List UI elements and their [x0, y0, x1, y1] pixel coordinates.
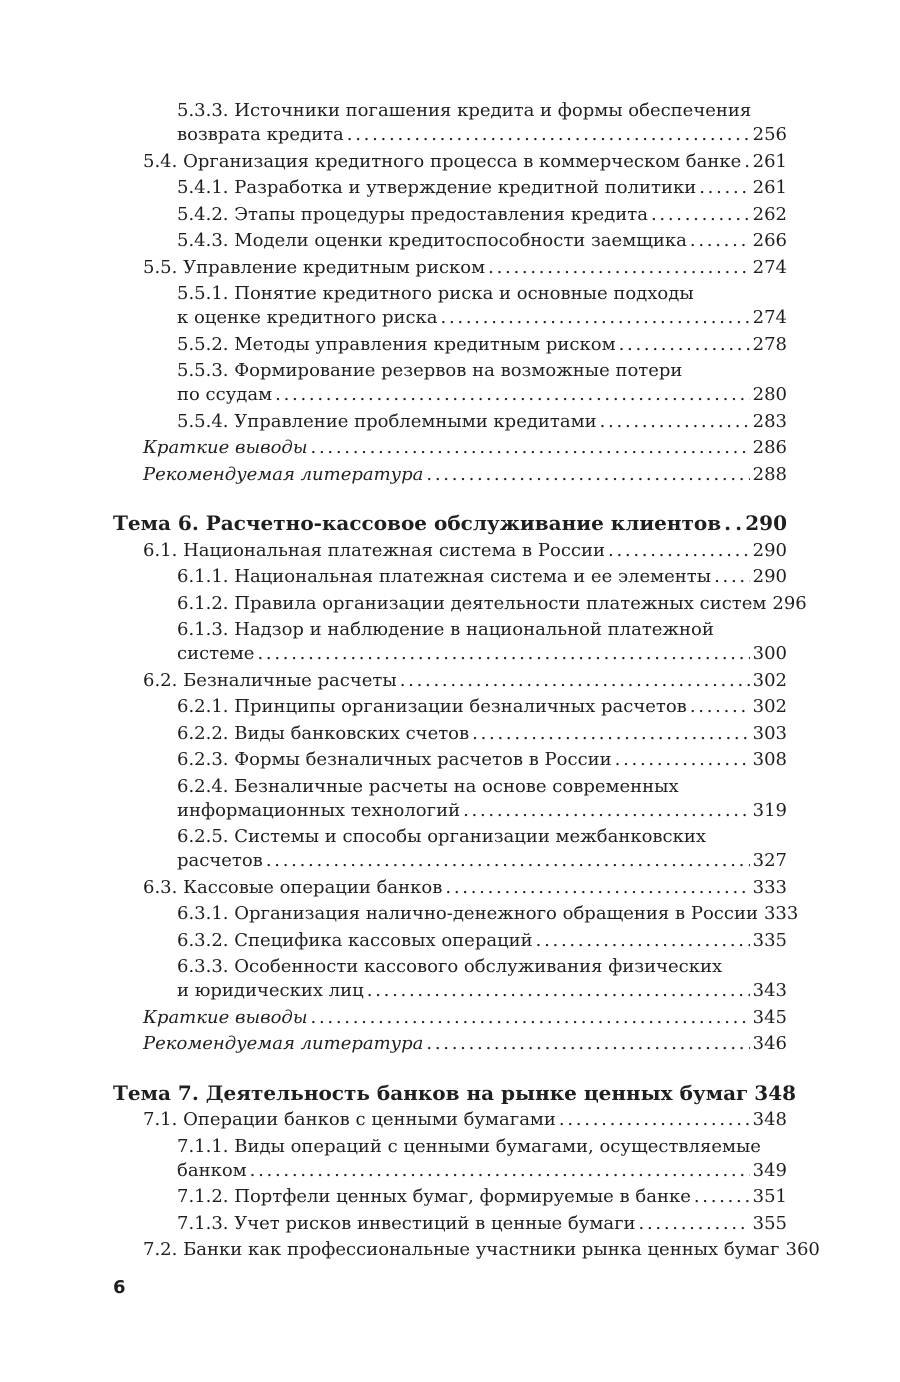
toc-page-number: 261 [752, 150, 787, 172]
toc-entry-title: 5.5. Управление кредитным риском [143, 256, 486, 278]
toc-page-number: 302 [752, 696, 787, 717]
dot-leader [690, 696, 750, 717]
toc-page-number: 351 [752, 1186, 787, 1207]
toc-entry-title: Рекомендуемая литература [143, 1033, 424, 1054]
dot-leader [266, 850, 750, 871]
toc-entry-title: системе [177, 643, 255, 664]
dot-leader [619, 334, 750, 355]
dot-leader [744, 151, 749, 172]
toc-page-number: 256 [752, 124, 787, 145]
toc-page-number: 333 [752, 876, 787, 898]
toc-entry-title: 6.1. Национальная платежная система в России [143, 539, 605, 561]
dot-leader [639, 1213, 750, 1234]
dot-leader [559, 1109, 750, 1130]
toc-entry-title: 5.3.3. Источники погашения кредита и формы обеспечения [177, 100, 752, 121]
toc-entry-title: 6.2. Безналичные расчеты [143, 669, 397, 691]
toc-entry-title: 6.2.4. Безналичные расчеты на основе современных [177, 775, 679, 797]
dot-leader [724, 511, 742, 535]
dot-leader [426, 464, 749, 485]
toc-entry-title: 7.1. Операции банков с ценными бумагами [143, 1109, 556, 1130]
page-number: 6 [113, 1277, 126, 1298]
toc-entry-title: 6.3.3. Особенности кассового обслуживания физических [177, 956, 723, 977]
dot-leader [690, 230, 750, 251]
toc-page-number: 327 [752, 850, 787, 871]
dot-leader [445, 877, 749, 898]
dot-leader [699, 177, 749, 198]
toc-page-number: 343 [752, 980, 787, 1001]
toc-entry-title: расчетов [177, 850, 263, 871]
dot-leader [250, 1160, 750, 1181]
toc-entry-title: Тема 6. Расчетно-кассовое обслуживание клиентов [113, 511, 722, 535]
toc-entry-title: 7.2. Банки как профессиональные участники рынка ценных бумаг [143, 1239, 780, 1260]
toc-entry-title: 6.1.1. Национальная платежная система и ее элементы [177, 566, 712, 587]
toc-entry-title: Краткие выводы [143, 437, 308, 458]
toc-entry-title: 5.5.4. Управление проблемными кредитами [177, 410, 597, 432]
toc-entry-title: 6.3.2. Специфика кассовых операций [177, 929, 533, 951]
toc-entry-title: 6.3.1. Организация налично-денежного обращения в России [177, 903, 758, 924]
dot-leader [600, 411, 750, 432]
toc-page-number: 302 [752, 669, 787, 691]
toc-page-number: 303 [752, 722, 787, 744]
toc-entry-title: 6.1.2. Правила организации деятельности платежных систем [177, 592, 767, 614]
toc-entry-title: 7.1.1. Виды операций с ценными бумагами, осуществляемые [177, 1135, 761, 1157]
toc-entry-title: к оценке кредитного риска [177, 307, 438, 328]
dot-leader [536, 930, 750, 951]
toc-page-number: 319 [752, 799, 787, 821]
toc-page-number: 335 [752, 929, 787, 951]
toc-entry-title: 6.2.2. Виды банковских счетов [177, 722, 470, 744]
toc-page-number: 261 [752, 177, 787, 198]
toc-entry-title: 6.1.3. Надзор и наблюдение в национальной платежной [177, 619, 714, 640]
toc-entry-title: 5.4.3. Модели оценки кредитоспособности заемщика [177, 230, 687, 251]
toc-entry-title: Краткие выводы [143, 1006, 308, 1028]
dot-leader [426, 1033, 749, 1054]
toc-page-number: 296 [772, 592, 807, 614]
toc-page-number: 345 [752, 1006, 787, 1028]
toc-page-number: 286 [752, 437, 787, 458]
toc-page-number: 262 [752, 203, 787, 225]
toc-entry-title: 5.4.2. Этапы процедуры предоставления кредита [177, 203, 648, 225]
dot-leader [400, 670, 750, 691]
toc-entry-title: и юридических лиц [177, 980, 364, 1001]
toc-entry-title: 6.2.3. Формы безналичных расчетов в России [177, 749, 612, 770]
toc-entry-title: банком [177, 1159, 247, 1181]
toc-page-number: 349 [752, 1159, 787, 1181]
toc-entry-title: по ссудам [177, 384, 273, 405]
toc-entry-title: 5.5.1. Понятие кредитного риска и основные подходы [177, 283, 694, 304]
toc-entry-title: 6.3. Кассовые операции банков [143, 876, 443, 898]
dot-leader [275, 384, 750, 405]
dot-leader [615, 749, 750, 770]
dot-leader [608, 540, 750, 561]
toc-page-number: 283 [752, 410, 787, 432]
toc-page-number: 308 [752, 749, 787, 770]
toc-page-number: 274 [752, 307, 787, 328]
toc-page-number: 360 [785, 1239, 820, 1260]
dot-leader [651, 204, 750, 225]
toc-page-number: 278 [752, 333, 787, 355]
toc-page-number: 290 [745, 511, 787, 535]
toc-entry-title: информационных технологий [177, 799, 461, 821]
toc-page-number: 274 [752, 256, 787, 278]
toc-entry-title: 5.5.3. Формирование резервов на возможные потери [177, 360, 683, 381]
dot-leader [463, 800, 750, 821]
toc-page-number: 266 [752, 230, 787, 251]
toc-entry-title: 5.5.2. Методы управления кредитным риском [177, 333, 616, 355]
toc-page-number: 355 [752, 1212, 787, 1234]
toc-entry-title: Рекомендуемая литература [143, 463, 424, 485]
toc-page-number: 280 [752, 384, 787, 405]
toc-entry-title: 7.1.2. Портфели ценных бумаг, формируемые в банке [177, 1186, 691, 1207]
toc-entry-title: 6.2.5. Системы и способы организации межбанковских [177, 826, 707, 847]
toc-entry-title: возврата кредита [177, 124, 344, 145]
toc-page-number: 300 [752, 643, 787, 664]
toc-entry-title: Тема 7. Деятельность банков на рынке ценных бумаг [113, 1080, 749, 1105]
toc-entry-title: 6.2.1. Принципы организации безналичных расчетов [177, 696, 687, 717]
toc-entry-title: 7.1.3. Учет рисков инвестиций в ценные бумаги [177, 1212, 636, 1234]
toc-entry-title: 5.4. Организация кредитного процесса в коммерческом банке [143, 150, 742, 172]
dot-leader [472, 723, 749, 744]
toc-page-number: 290 [752, 566, 787, 587]
dot-leader [488, 257, 750, 278]
dot-leader [714, 566, 750, 587]
dot-leader [367, 980, 750, 1001]
dot-leader [257, 643, 749, 664]
dot-leader [694, 1186, 750, 1207]
toc-page-number: 346 [752, 1033, 787, 1054]
toc-page-number: 288 [752, 463, 787, 485]
dot-leader [441, 307, 750, 328]
toc-page-number: 333 [763, 903, 799, 924]
dot-leader [347, 124, 750, 145]
toc-page-number: 348 [752, 1109, 787, 1130]
toc-page-number: 348 [754, 1080, 797, 1105]
dot-leader [311, 1007, 750, 1028]
toc-entry-title: 5.4.1. Разработка и утверждение кредитной политики [177, 177, 697, 198]
dot-leader [311, 437, 750, 458]
toc-page-number: 290 [752, 539, 787, 561]
